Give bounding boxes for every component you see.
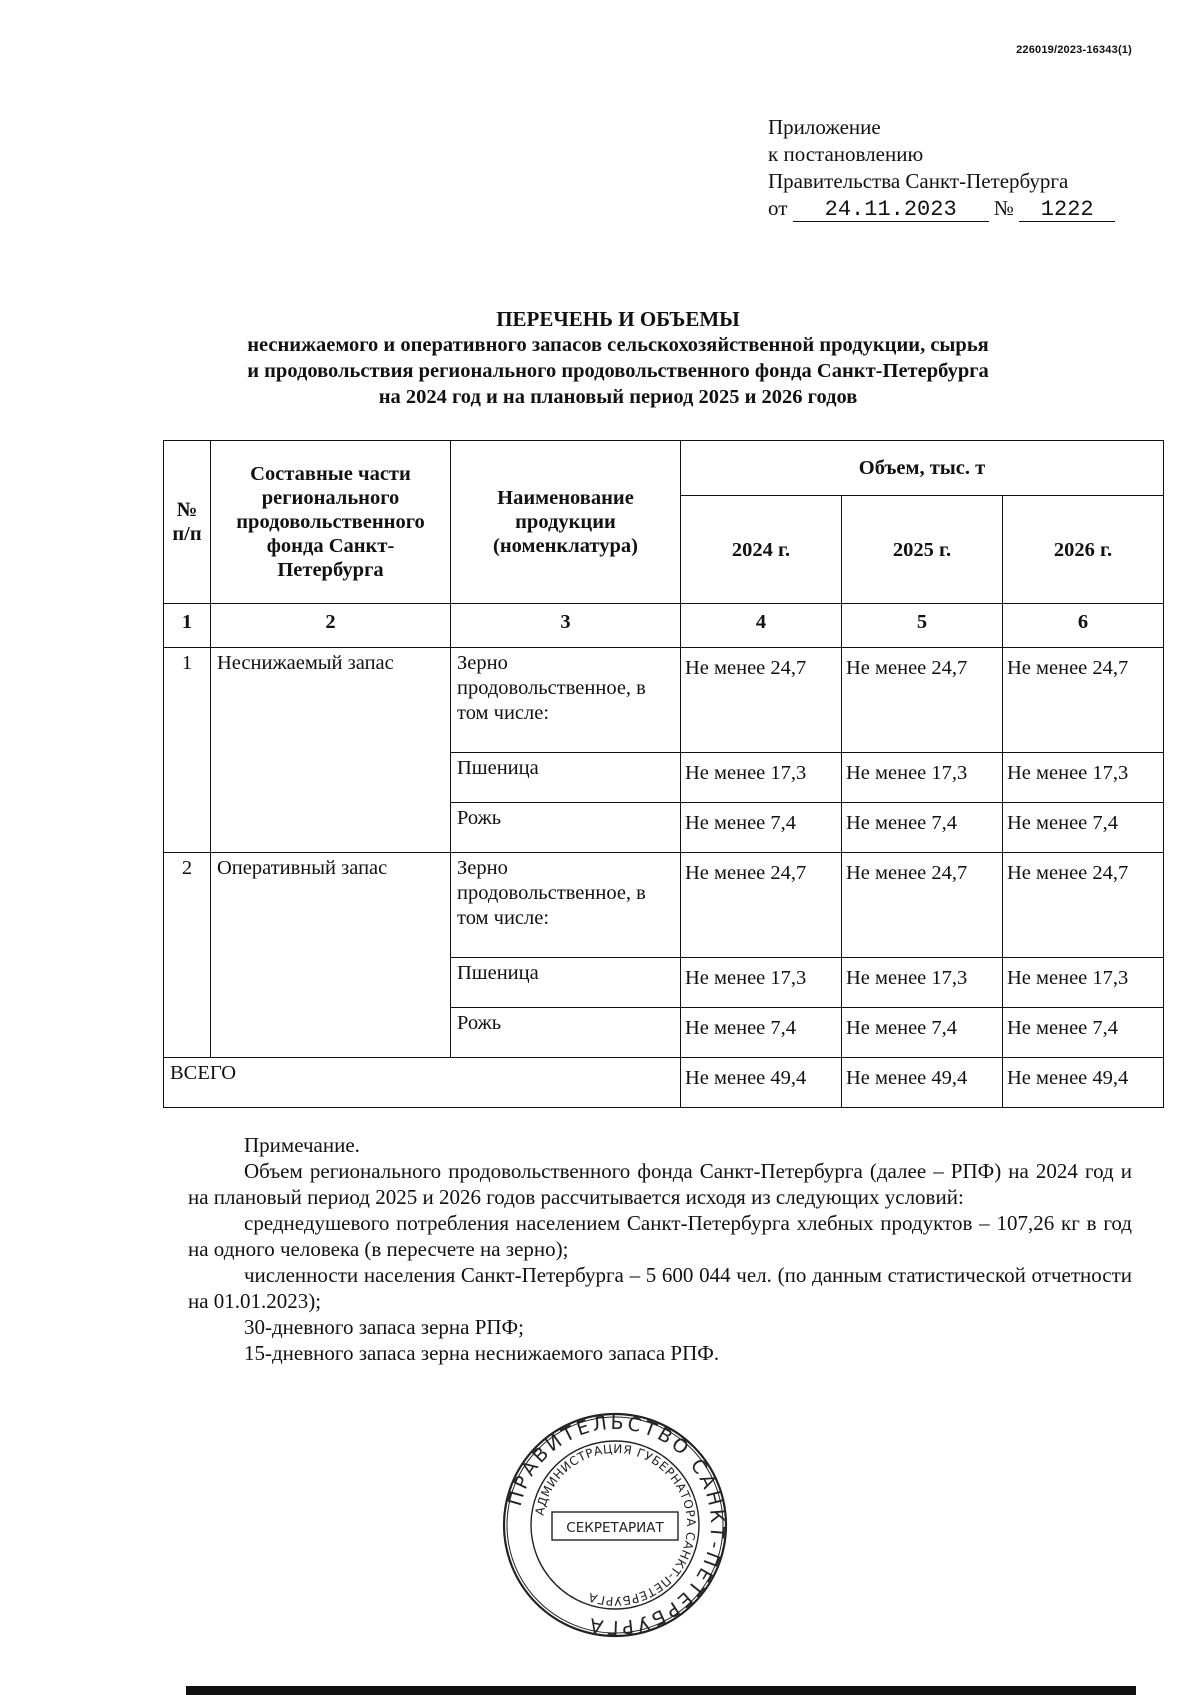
value-2026: Не менее 17,3 xyxy=(1003,753,1164,803)
total-2024: Не менее 49,4 xyxy=(681,1058,842,1108)
title-line-4: на 2024 год и на плановый период 2025 и 2026 годов xyxy=(378,386,858,408)
col-number: 3 xyxy=(451,604,681,648)
note-block xyxy=(188,1132,1132,1366)
group-part: Неснижаемый запас xyxy=(211,648,451,853)
title-line-3: и продовольствия регионального продовольственного фонда Санкт-Петербурга xyxy=(247,360,989,382)
col-number: 5 xyxy=(842,604,1003,648)
total-row xyxy=(164,1058,1164,1108)
value-2025: Не менее 17,3 xyxy=(842,753,1003,803)
note-paragraph: среднедушевого потребления населением Санкт-Петербурга хлебных продуктов – 107,26 кг в год на одного человека (в пересчете на зерно); xyxy=(188,1211,1132,1261)
value-2025: Не менее 7,4 xyxy=(842,803,1003,853)
appendix-block xyxy=(768,114,1115,222)
total-label: ВСЕГО xyxy=(164,1058,681,1108)
value-2026: Не менее 17,3 xyxy=(1003,958,1164,1008)
stamp-outer-text: ПРАВИТЕЛЬСТВО САНКТ-ПЕТЕРБУРГА xyxy=(503,1411,729,1639)
group-part: Оперативный запас xyxy=(211,853,451,1058)
resolution-number: 1222 xyxy=(1019,199,1115,222)
bottom-edge-bar xyxy=(186,1686,1136,1695)
header-2026: 2026 г. xyxy=(1003,496,1164,604)
document-title xyxy=(150,306,1086,410)
header-part: Составные части регионального продовольственного фонда Санкт-Петербурга xyxy=(211,441,451,604)
appendix-line-1: Приложение xyxy=(768,115,881,139)
value-2025: Не менее 24,7 xyxy=(842,853,1003,958)
total-2026: Не менее 49,4 xyxy=(1003,1058,1164,1108)
value-2024: Не менее 17,3 xyxy=(681,753,842,803)
product-name: Рожь xyxy=(451,803,681,853)
value-2025: Не менее 7,4 xyxy=(842,1008,1003,1058)
title-line-2: неснижаемого и оперативного запасов сельскохозяйственной продукции, сырья xyxy=(247,334,989,356)
appendix-line-2: к постановлению xyxy=(768,142,924,166)
number-label: № xyxy=(993,196,1014,220)
table-row xyxy=(164,648,1164,753)
note-heading: Примечание. xyxy=(244,1133,360,1157)
value-2024: Не менее 24,7 xyxy=(681,853,842,958)
value-2026: Не менее 7,4 xyxy=(1003,1008,1164,1058)
note-paragraph: Объем регионального продовольственного фонда Санкт-Петербурга (далее – РПФ) на 2024 год и на плановый период 2025 и 2026 годов рассчитывается исходя из следующих условий: xyxy=(188,1159,1132,1209)
value-2024: Не менее 7,4 xyxy=(681,803,842,853)
note-paragraph: 30-дневного запаса зерна РПФ; xyxy=(244,1315,524,1339)
value-2025: Не менее 24,7 xyxy=(842,648,1003,753)
title-main: ПЕРЕЧЕНЬ И ОБЪЕМЫ xyxy=(496,307,740,331)
header-2024: 2024 г. xyxy=(681,496,842,604)
group-number: 1 xyxy=(164,648,211,853)
product-name: Зерно продовольственное, в том числе: xyxy=(451,648,681,753)
resolution-date: 24.11.2023 xyxy=(793,199,989,222)
header-2025: 2025 г. xyxy=(842,496,1003,604)
value-2026: Не менее 24,7 xyxy=(1003,853,1164,958)
value-2024: Не менее 7,4 xyxy=(681,1008,842,1058)
note-paragraph: численности населения Санкт-Петербурга – 5 600 044 чел. (по данным статистической отчетности на 01.01.2023); xyxy=(188,1263,1132,1313)
product-name: Рожь xyxy=(451,1008,681,1058)
product-name: Пшеница xyxy=(451,958,681,1008)
product-name: Пшеница xyxy=(451,753,681,803)
from-label: от xyxy=(768,196,788,220)
stamp-center-text: СЕКРЕТАРИАТ xyxy=(566,1520,664,1536)
value-2024: Не менее 17,3 xyxy=(681,958,842,1008)
header-num: № п/п xyxy=(164,441,211,604)
col-number: 1 xyxy=(164,604,211,648)
table-row xyxy=(164,853,1164,958)
appendix-date-line xyxy=(768,195,1115,222)
total-2025: Не менее 49,4 xyxy=(842,1058,1003,1108)
col-number: 2 xyxy=(211,604,451,648)
header-name: Наименование продукции (номенклатура) xyxy=(451,441,681,604)
product-name: Зерно продовольственное, в том числе: xyxy=(451,853,681,958)
col-number: 6 xyxy=(1003,604,1164,648)
stamp-inner-text: АДМИНИСТРАЦИЯ ГУБЕРНАТОРА САНКТ-ПЕТЕРБУРГА xyxy=(532,1441,699,1609)
header-volume: Объем, тыс. т xyxy=(681,441,1164,496)
secretariat-stamp xyxy=(500,1410,730,1640)
value-2026: Не менее 7,4 xyxy=(1003,803,1164,853)
appendix-line-3: Правительства Санкт-Петербурга xyxy=(768,169,1069,193)
value-2026: Не менее 24,7 xyxy=(1003,648,1164,753)
volumes-table xyxy=(163,440,1164,1108)
note-paragraph: 15-дневного запаса зерна неснижаемого запаса РПФ. xyxy=(244,1341,720,1365)
value-2024: Не менее 24,7 xyxy=(681,648,842,753)
value-2025: Не менее 17,3 xyxy=(842,958,1003,1008)
col-number: 4 xyxy=(681,604,842,648)
group-number: 2 xyxy=(164,853,211,1058)
document-id: 226019/2023-16343(1) xyxy=(1016,44,1132,56)
